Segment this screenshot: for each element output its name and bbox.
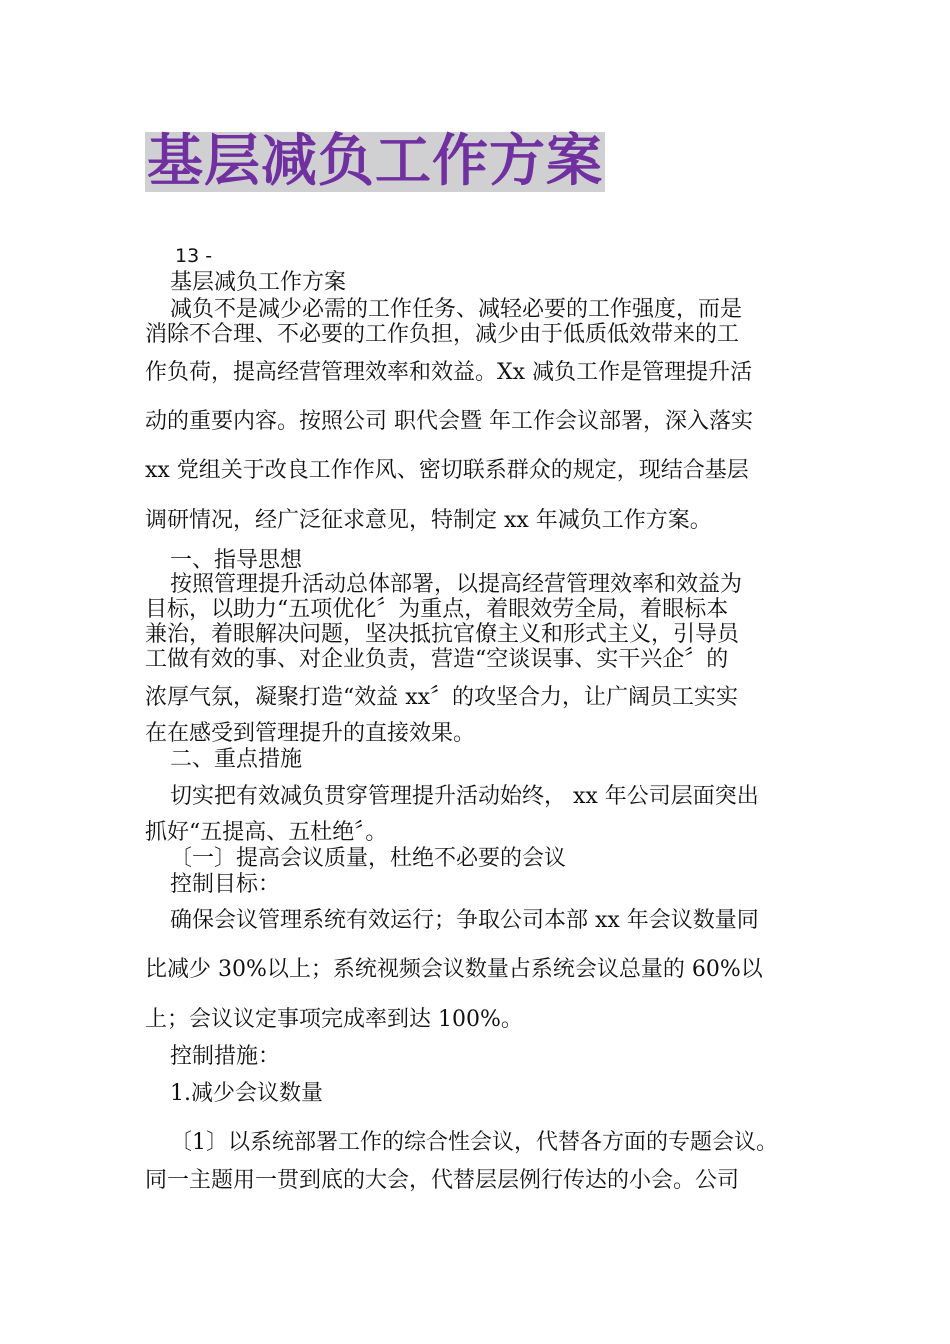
- paragraph-line: 作负荷，提高经营管理效率和效益。Xx 减负工作是管理提升活: [145, 360, 753, 385]
- paragraph-line: 减负不是减少必需的工作任务、减轻必要的工作强度，而是: [170, 297, 743, 322]
- subtitle: 基层减负工作方案: [170, 270, 347, 295]
- document-title: 基层减负工作方案: [147, 129, 603, 194]
- paragraph-line: 上；会议议定事项完成率到达 100%。: [145, 1007, 523, 1032]
- paragraph-line: 控制措施：: [170, 1044, 281, 1069]
- paragraph-line: 消除不合理、不必要的工作负担，减少由于低质低效带来的工: [145, 322, 740, 347]
- paragraph-line: xx 党组关于改良工作作风、密切联系群众的规定，现结合基层: [145, 458, 749, 483]
- subsection-heading: 〔一〕提高会议质量，杜绝不必要的会议: [170, 846, 567, 871]
- section-heading: 一、指导思想: [170, 548, 303, 573]
- paragraph-line: 比减少 30%以上；系统视频会议数量占系统会议总量的 60%以: [145, 957, 763, 982]
- paragraph-line: 确保会议管理系统有效运行；争取公司本部 xx 年会议数量同: [170, 908, 759, 933]
- paragraph-line: 抓好“五提高、五杜绝〞。: [145, 820, 388, 845]
- paragraph-line: 目标，以助力“五项优化〞为重点，着眼效劳全局，着眼标本: [145, 597, 729, 622]
- paragraph-line: 兼治，着眼解决问题，坚决抵抗官僚主义和形式主义，引导员: [145, 622, 740, 647]
- paragraph-line: 控制目标：: [170, 872, 281, 897]
- paragraph-line: 在在感受到管理提升的直接效果。: [145, 721, 476, 746]
- paragraph-line: 调研情况，经广泛征求意见，特制定 xx 年减负工作方案。: [145, 508, 712, 533]
- page-marker: 13 -: [175, 245, 213, 267]
- list-heading: 1.减少会议数量: [170, 1081, 323, 1106]
- paragraph-line: 同一主题用一贯到底的大会，代替层层例行传达的小会。公司: [145, 1168, 740, 1193]
- paragraph-line: 切实把有效减负贯穿管理提升活动始终， xx 年公司层面突出: [170, 784, 759, 809]
- paragraph-line: 工做有效的事、对企业负责，营造“空谈误事、实干兴企〞的: [145, 647, 729, 672]
- paragraph-line: 按照管理提升活动总体部署，以提高经营管理效率和效益为: [170, 572, 743, 597]
- title-highlight: [145, 129, 605, 194]
- section-heading: 二、重点措施: [170, 747, 303, 772]
- paragraph-line: 浓厚气氛，凝聚打造“效益 xx〞的攻坚合力，让广阔员工实实: [145, 685, 739, 710]
- paragraph-line: 〔1〕以系统部署工作的综合性会议，代替各方面的专题会议。: [170, 1130, 778, 1155]
- paragraph-line: 动的重要内容。按照公司 职代会暨 年工作会议部署，深入落实: [145, 409, 753, 434]
